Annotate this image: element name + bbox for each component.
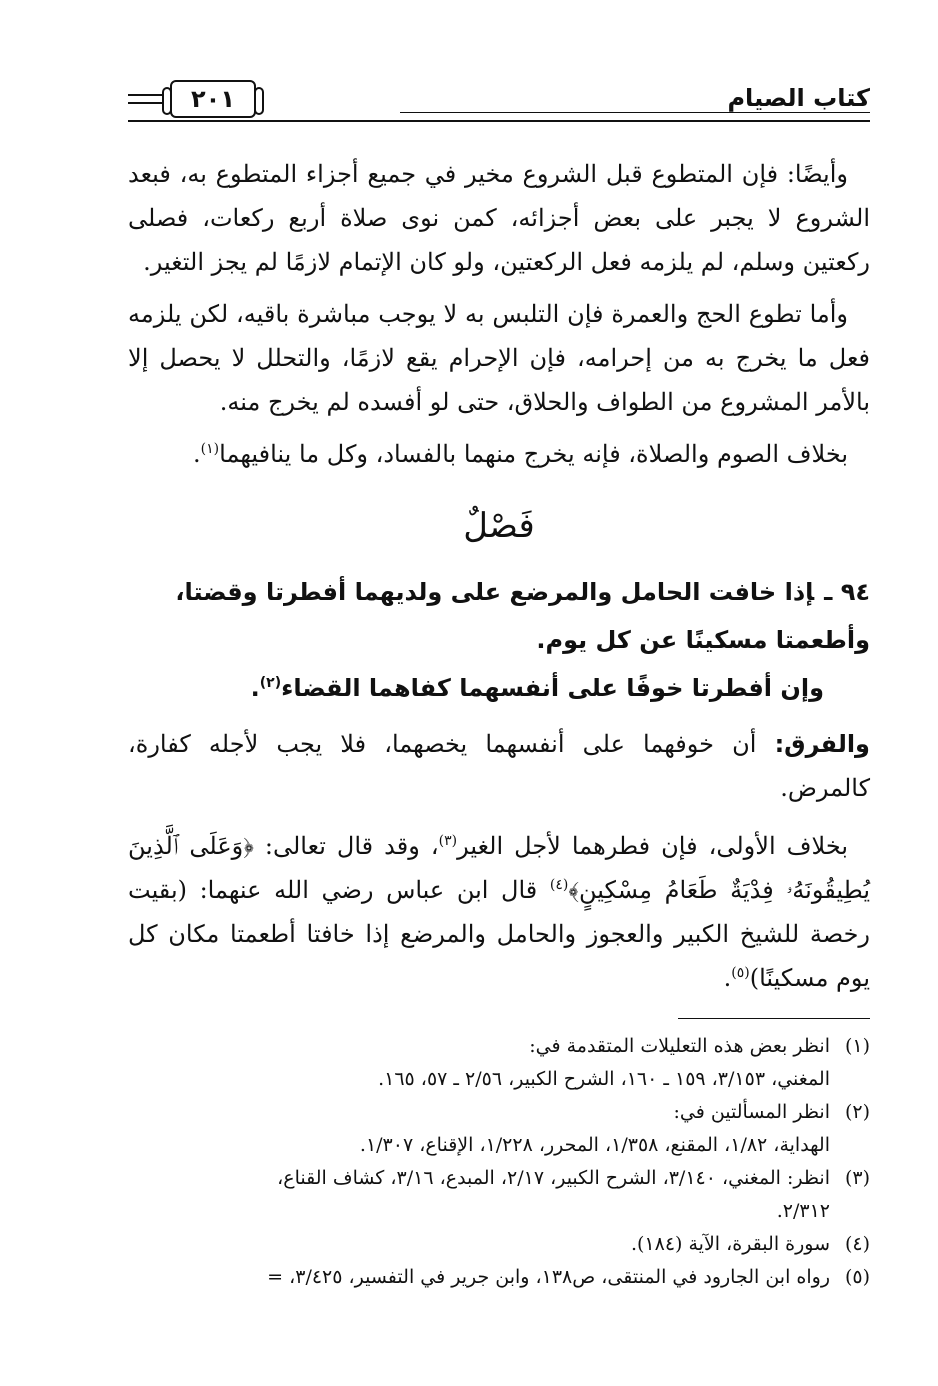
footnote-2 (128, 1096, 870, 1129)
footnote-number: (١) (844, 1035, 870, 1057)
page-number: ٢٠١ (170, 80, 256, 118)
page-header (128, 78, 870, 126)
paragraph-3 (128, 432, 870, 476)
footnote-number: (٣) (844, 1167, 870, 1189)
footnote-2-cont: الهداية، ١/٨٢، المقنع، ١/٣٥٨، المحرر، ١/٢٢٨، الإقناع، ١/٣٠٧. (359, 1134, 830, 1156)
footnote-ref-3: (٣) (438, 833, 458, 849)
footnote-text: انظر المسألتين في: (673, 1101, 830, 1123)
paragraph-4-b: ، وقد قال تعالى: ﴿وَعَلَى ٱلَّذِينَ يُطِيقُونَهُۥ فِدْيَةٌ طَعَامُ مِسْكِينٍ﴾ (128, 832, 870, 904)
footnote-text: انظر: المغني، ٣/١٤٠، الشرح الكبير، ٢/١٧، المبدع، ٣/١٦، كشاف القناع، (277, 1167, 830, 1189)
difference-label: والفرق: (774, 730, 870, 758)
header-rule-thin (400, 112, 870, 113)
paragraph-3-end: . (193, 440, 201, 468)
issue-line-2-block (128, 664, 870, 712)
footnote-text: رواه ابن الجارود في المنتقى، ص١٣٨، وابن جرير في التفسير، ٣/٤٢٥، = (267, 1266, 830, 1288)
paragraph-1: وأيضًا: فإن المتطوع قبل الشروع مخير في جميع أجزاء المتطوع به، فبعد الشروع لا يجبر على بعض أجزائه، كمن نوى صلاة أربع ركعات، فصلى ركعتين وسلم، لم يلزمه فعل الركعتين، ولو كان الإتمام لازمًا لم يجز التغير. (128, 160, 870, 276)
issue-94 (128, 568, 870, 664)
footnote-number: (٢) (844, 1101, 870, 1123)
footnotes (128, 1030, 870, 1294)
running-title: كتاب الصيام (727, 84, 870, 112)
footnote-4 (128, 1228, 870, 1261)
footnote-ref-2: (٢) (259, 675, 282, 691)
paragraph-4-end: . (723, 964, 732, 992)
footnote-number: (٤) (844, 1233, 870, 1255)
paragraph-4-a: بخلاف الأولى، فإن فطرهما لأجل الغير (457, 832, 849, 860)
footnote-rule (678, 1018, 870, 1019)
issue-line-2-end: . (250, 674, 260, 702)
section-heading: فَصْلٌ (463, 506, 535, 546)
footnote-5 (128, 1261, 870, 1294)
footnote-ref-1: (١) (200, 441, 220, 457)
footnote-ref-5: (٥) (731, 965, 750, 981)
header-double-line (128, 94, 162, 104)
footnote-1-cont: المغني، ٣/١٥٣، ١٥٩ ـ ١٦٠، الشرح الكبير، ٢/٥٦ ـ ٥٧، ١٦٥. (378, 1068, 830, 1090)
footnote-number: (٥) (844, 1266, 870, 1288)
issue-line-2: وإن أفطرتا خوفًا على أنفسهما كفاهما القضاء (281, 674, 824, 702)
footnote-ref-4: (٤) (549, 877, 569, 893)
header-rule (128, 120, 870, 122)
issue-number: ٩٤ ـ (824, 578, 870, 606)
paragraph-4 (128, 824, 870, 1000)
difference-text: أن خوفهما على أنفسهما يخصهما، فلا يجب لأجله كفارة، كالمرض. (128, 730, 870, 802)
main-text (128, 152, 870, 1000)
footnote-3-cont: ٢/٣١٢. (776, 1200, 830, 1222)
issue-line-1: إذا خافت الحامل والمرضع على ولديهما أفطرتا وقضتا، وأطعمتا مسكينًا عن كل يوم. (175, 578, 870, 654)
footnote-3 (128, 1162, 870, 1195)
footnote-1 (128, 1030, 870, 1063)
footnote-text: انظر بعض هذه التعليلات المتقدمة في: (529, 1035, 830, 1057)
footnote-text: سورة البقرة، الآية (١٨٤). (630, 1233, 830, 1255)
paragraph-4-c: قال ابن عباس رضي الله عنهما: (بقيت رخصة للشيخ الكبير والعجوز والحامل والمرضع إذا خافتا أطعمتا مكان كل يوم مسكينًا) (128, 876, 870, 992)
paragraph-2: وأما تطوع الحج والعمرة فإن التلبس به لا يوجب مباشرة باقيه، لكن يلزمه فعل ما يخرج به من إحرامه، فإن الإحرام يقع لازمًا، والتحلل لا يحصل إلا بالأمر المشروع من الطواف والحلاق، حتى لو أفسده لم يخرج منه. (128, 300, 870, 416)
difference-paragraph (128, 722, 870, 810)
paragraph-3-text: بخلاف الصوم والصلاة، فإنه يخرج منهما بالفساد، وكل ما ينافيهما (219, 440, 848, 468)
